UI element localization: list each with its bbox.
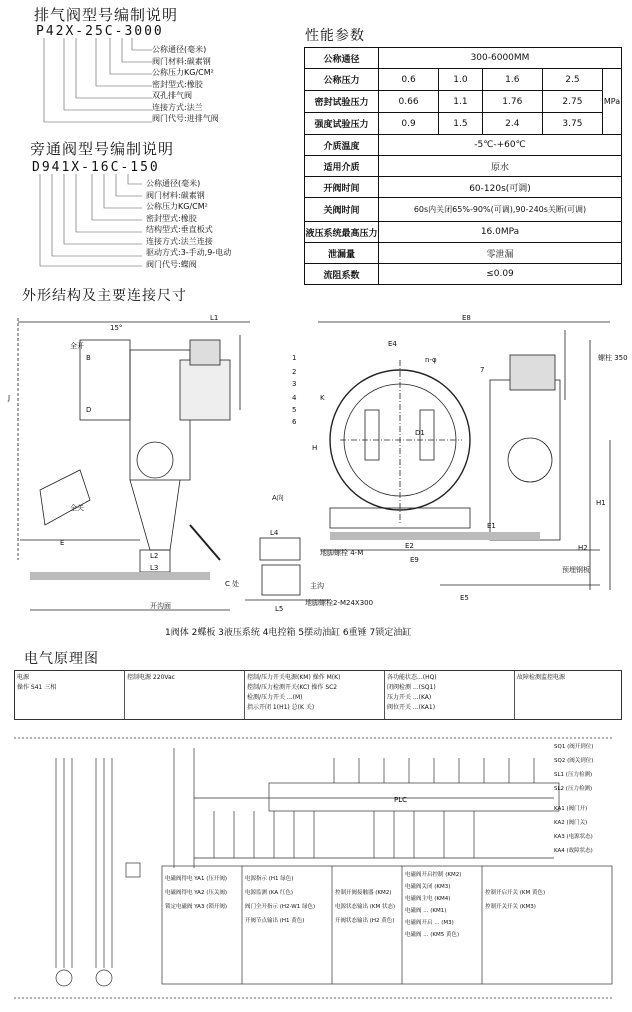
header-text: 压力开关 ...(KA) [387,694,432,701]
footer-text: 开阀状态输出 (H2 黄色) [335,918,395,924]
table-row [305,69,622,91]
footer-text: 锁定电磁阀 YA3 (锁开阀) [165,904,227,910]
param-value: 1.5 [439,113,483,135]
footer-text: 电磁阀开启 ... (M3) [405,920,454,926]
header-cell-control-power [125,671,245,719]
exhaust-valve-model: P42X-25C-3000 [36,24,164,39]
param-value: 1.76 [482,91,542,113]
actuator-assembly [490,380,560,540]
param-label: 介质温度 [305,135,379,156]
dim-label-e8: E8 [462,314,471,322]
footer-text: 控制开关开关 (KM3) [485,904,536,910]
dim-label-b: B [86,354,91,362]
param-value: 3.75 [542,113,602,135]
dim-label-h2: H2 [578,544,588,552]
footer-text: 电磁阀关闭 (KM3) [405,884,451,890]
bypass-note: 公称压力KG/CM² [146,202,208,211]
plc-block [269,783,559,811]
param-value: 2.4 [482,113,542,135]
param-label: 流阻系数 [305,264,379,285]
footer-text: 电磁阀 ... (KM5 黄色) [405,932,460,938]
param-value: 0.9 [379,113,439,135]
header-cell-switch-power [245,671,385,719]
electric-title: 电气原理图 [24,651,99,667]
ground-hatch-right [330,532,540,540]
relay-label: KA2 (阀门关) [554,820,588,826]
dim-label-15deg: 15° [110,324,123,332]
param-value: 2.75 [542,91,602,113]
param-value: 300-6000MM [379,48,622,69]
label-a-direction: A向 [272,494,284,502]
table-row [305,243,622,264]
counterweight-dial [137,442,173,478]
dim-label-d: D [86,406,92,414]
header-text: 闭阀检测 ...(SQ1) [387,684,436,691]
table-row [305,156,622,177]
param-label: 关阀时间 [305,198,379,222]
label-n-phi: n-φ [425,356,437,364]
param-label: 液压系统最高压力 [305,222,379,243]
table-row [305,198,622,222]
relay-label: KA4 (故障状态) [554,848,593,854]
plc-label: PLC [394,796,408,804]
label-yumai: 预埋钢板 [562,566,590,574]
table-row [305,91,622,113]
param-value: 1.6 [482,69,542,91]
dim-label-j: J [8,394,11,402]
footer-text: 电磁阀主电 (KM4) [405,896,451,902]
label-fully-open: 全开 [70,342,84,350]
footer-text: 电磁阀得电 YA1 (压开阀) [165,876,227,882]
electric-schematic [14,728,624,1004]
footer-text: 控制开阀接触器 (KM2) [335,890,392,896]
dim-label-e9: E9 [410,556,419,564]
electric-footer-table [162,866,612,984]
footer-text: 开阀节点输出 (H1 黄色) [245,918,305,924]
exhaust-note: 阀门材料:碳素钢 [152,56,211,66]
exhaust-model-leader-lines [36,36,156,132]
exhaust-note: 阀门代号:进排气阀 [152,114,219,123]
label-fully-closed: 全关 [70,504,84,512]
exhaust-valve-title: 排气阀型号编制说明 [34,6,179,24]
header-text: 操作 S41 三相 [17,684,57,691]
param-value: 60-120s(可调) [379,177,622,198]
param-value: 2.5 [542,69,602,91]
electric-header-table [14,670,622,720]
parts-legend: 1阀体 2蝶板 3液压系统 4电控箱 5摆动油缸 6重锤 7锁定油缸 [165,628,412,638]
dim-label-h1: H1 [596,499,606,507]
label-c: C 处 [225,580,240,588]
header-text: 阀位开关 ...(KA1) [387,704,436,711]
table-row [305,113,622,135]
param-label: 强度试验压力 [305,113,379,135]
exhaust-note: 公称通径(毫米) [152,45,207,54]
footer-text: 电源指示 (H1 绿色) [245,876,294,882]
label-anchor-bolt-4: 地脚螺栓 4-M [320,549,364,557]
relay-label: KA1 (阀门开) [554,806,588,812]
label-kaigou: 开沟面 [150,602,171,610]
dim-label-h: H [312,444,318,452]
part-number-6: 6 [292,418,297,426]
bypass-model-leader-lines [32,172,144,272]
table-row [305,222,622,243]
param-label: 公称压力 [305,69,379,91]
param-value: 1.0 [439,69,483,91]
dim-label-e5: E5 [460,594,469,602]
bypass-note: 阀门代号:蝶阀 [146,259,197,269]
param-label: 泄漏量 [305,243,379,264]
footer-text: 控制开启开关 (KM 黄色) [485,890,546,896]
param-label: 开阀时间 [305,177,379,198]
exhaust-note: 公称压力KG/CM² [152,68,214,77]
header-text: 故障检测监控电源 [517,674,566,681]
param-value: ≤0.09 [379,264,622,285]
footer-text: 电磁阀得电 YA2 (压关阀) [165,890,227,896]
bypass-note: 公称通径(毫米) [146,179,201,188]
part-number-7: 7 [480,366,485,374]
label-zhugou: 主沟 [310,582,324,590]
part-number-5: 5 [292,406,297,414]
part-number-3: 3 [292,380,297,388]
exhaust-note: 连接方式:法兰 [152,102,203,112]
dim-label-k: K [320,394,325,402]
part-number-2: 2 [292,368,297,376]
exhaust-note: 密封型式:橡胶 [152,79,203,89]
pressure-unit: MPa [603,69,622,135]
header-cell-fault [515,671,621,719]
ground-hatch-left [30,572,210,580]
footer-text: 阀门全开指示 (H2-W1 绿色) [245,904,316,910]
header-text: 指示开闭 1(H1) 总(K 关) [247,704,315,711]
a-direction-view [260,538,300,560]
param-value: 1.1 [439,91,483,113]
hydraulic-cylinder [508,438,552,482]
motor-right [510,355,555,390]
control-box [180,360,230,420]
table-row [305,177,622,198]
table-row [305,48,622,69]
exhaust-notes [152,44,219,125]
footer-text: 电源状态输出 (KM 状态) [335,904,396,910]
param-value: 60s内关闭65%-90%(可调),90-240s关断(可调) [379,198,622,222]
dim-label-e4: E4 [388,340,397,348]
dim-label-l5: L5 [275,605,284,613]
disc-rib-left [365,410,379,460]
dim-label-l2: L2 [150,552,159,560]
bypass-note: 驱动方式:3-手动,9-电动 [146,248,232,257]
relay-label: SQ1 (阀开到位) [554,744,594,750]
header-text: 电源 [17,674,30,681]
part-number-4: 4 [292,394,297,402]
dim-label-l3: L3 [150,564,159,572]
param-value: 0.6 [379,69,439,91]
dim-label-e: E [60,539,65,547]
bypass-notes [146,178,231,270]
relay-label: KA3 (电源状态) [554,834,593,840]
param-label: 适用介质 [305,156,379,177]
dim-label-d1: D1 [415,429,425,437]
structure-title: 外形结构及主要连接尺寸 [22,288,187,304]
bypass-note: 阀门材料:碳素钢 [146,190,205,200]
footer-text: 电源监测 (KA 红色) [245,890,294,896]
footer-text: 电磁阀 ... (KM1) [405,908,447,914]
param-value: 原水 [379,156,622,177]
anchor-block [262,565,300,595]
param-label: 密封试验压力 [305,91,379,113]
relay-label: SL1 (压力检测) [554,772,593,778]
header-text: 检测/压力开关 ...(M) [247,694,303,701]
performance-title: 性能参数 [305,28,365,44]
motor-m1-symbol [56,970,72,986]
structure-drawing [0,300,632,645]
label-bolt: 螺柱 350 [598,354,628,362]
motor-m2-symbol [96,970,112,986]
bypass-valve-model: D941X-16C-150 [32,160,160,175]
bypass-note: 连接方式:法兰连接 [146,236,213,246]
param-value: -5℃-+60℃ [379,135,622,156]
param-value: 零泄漏 [379,243,622,264]
relay-label: SL2 (压力检测) [554,786,593,792]
bypass-note: 密封型式:橡胶 [146,213,197,223]
header-cell-status [385,671,515,719]
weight-arm [40,470,90,525]
exhaust-note: 双孔排气阀 [152,91,192,100]
header-text: 控制/压力开关电源(KM) 操作 M(K) [247,674,341,681]
dim-label-e2: E2 [405,542,414,550]
header-text: 控制电源 220Vac [127,674,175,681]
motor [190,340,220,365]
param-value: 0.66 [379,91,439,113]
performance-table [304,47,622,285]
header-text: 各功能状态...(HQ) [387,674,437,681]
header-cell-power [15,671,125,719]
param-label: 公称通径 [305,48,379,69]
dim-label-l1: L1 [210,314,219,322]
table-row [305,135,622,156]
table-row [305,264,622,285]
relay-label: SQ2 (阀关到位) [554,758,594,764]
label-anchor-bolt-2: 地脚螺栓2-M24X300 [305,599,374,607]
bypass-note: 结构型式:垂直板式 [146,225,213,234]
param-value: 16.0MPa [379,222,622,243]
transformer-km3 [126,863,140,877]
dim-label-l4: L4 [270,529,279,537]
bypass-valve-title: 旁通阀型号编制说明 [30,140,175,158]
footer-text: 电磁阀开启控制 (KM2) [405,872,462,878]
dim-label-e1: E1 [487,522,496,530]
header-text: 控制/压力检测开关(KC) 操作 SC2 [247,684,338,691]
part-number-1: 1 [292,354,297,362]
